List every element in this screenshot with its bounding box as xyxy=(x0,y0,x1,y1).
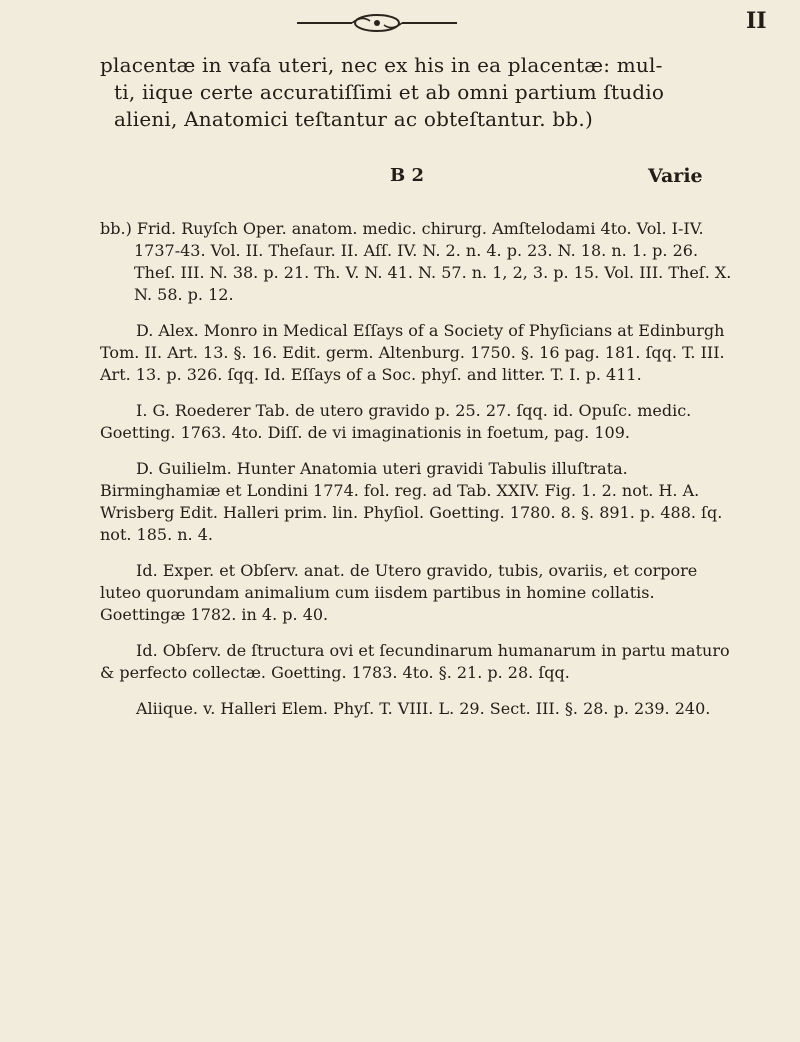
footnote xyxy=(100,458,740,546)
footnote-text: D. Guilielm. Hunter Anatomia uteri gravidi Tabulis illuſtrata. Birminghamiæ et Londini 1774. fol. reg. ad Tab. XXIV. Fig. 1. 2. not. H. A. Wrisberg Edit. Halleri prim. lin. Phyſiol. Goetting. 1780. 8. §. 891. p. 488. ſq. not. 185. n. 4. xyxy=(100,459,723,544)
header-ornament xyxy=(292,12,462,34)
footnote xyxy=(100,640,740,684)
footnote xyxy=(100,560,740,626)
footnote xyxy=(100,400,740,444)
footnote xyxy=(100,218,740,306)
footnote xyxy=(100,320,740,386)
page-number: II xyxy=(746,8,767,34)
footnote-text: Id. Exper. et Obſerv. anat. de Utero gravido, tubis, ovariis, et corpore luteo quorundam animalium cum iisdem partibus in homine collatis. Goettingæ 1782. in 4. p. 40. xyxy=(100,561,698,624)
footnote-text: D. Alex. Monro in Medical Eſſays of a Society of Phyſicians at Edinburgh Tom. II. Art. 13. §. 16. Edit. germ. Altenburg. 1750. §. 16 pag. 181. ſqq. T. III. Art. 13. p. 326. ſqq. Id. Eſſays of a Soc. phyſ. and litter. T. I. p. 411. xyxy=(100,321,725,384)
footnotes xyxy=(100,218,740,734)
catchword: Varie xyxy=(648,165,703,187)
footnote-mark: bb.) xyxy=(100,219,132,238)
footnote xyxy=(100,698,740,720)
text-line: ti, iique certe accuratiſſimi et ab omni partium ſtudio xyxy=(114,80,665,104)
footnote-text: I. G. Roederer Tab. de utero gravido p. 25. 27. ſqq. id. Opuſc. medic. Goetting. 1763. 4to. Diſſ. de vi imaginationis in foetum, pag. 109. xyxy=(100,401,692,442)
footnote-text: Frid. Ruyſch Oper. anatom. medic. chirurg. Amſtelodami 4to. Vol. I-IV. 1737-43. Vol. II. Theſaur. II. Aſſ. IV. N. 2. n. 4. p. 23. N. 18. n. 1. p. 26. Theſ. III. N. 38. p. 21. Th. V. N. 41. N. 57. n. 1, 2, 3. p. 15. Vol. III. Theſ. X. N. 58. p. 12. xyxy=(134,219,732,304)
signature-mark: B 2 xyxy=(390,165,425,186)
text-line: placentæ in vafa uteri, nec ex his in ea placentæ: mul- xyxy=(100,53,663,77)
signature-row xyxy=(100,165,720,195)
text-line: alieni, Anatomici teſtantur ac obteſtantur. bb.) xyxy=(114,107,593,131)
main-text xyxy=(100,52,710,133)
footnote-text: Id. Obſerv. de ſtructura ovi et ſecundinarum humanarum in partu maturo & perfecto collectæ. Goetting. 1783. 4to. §. 21. p. 28. ſqq. xyxy=(100,641,730,682)
footnote-text: Aliique. v. Halleri Elem. Phyſ. T. VIII. L. 29. Sect. III. §. 28. p. 239. 240. xyxy=(136,699,711,718)
